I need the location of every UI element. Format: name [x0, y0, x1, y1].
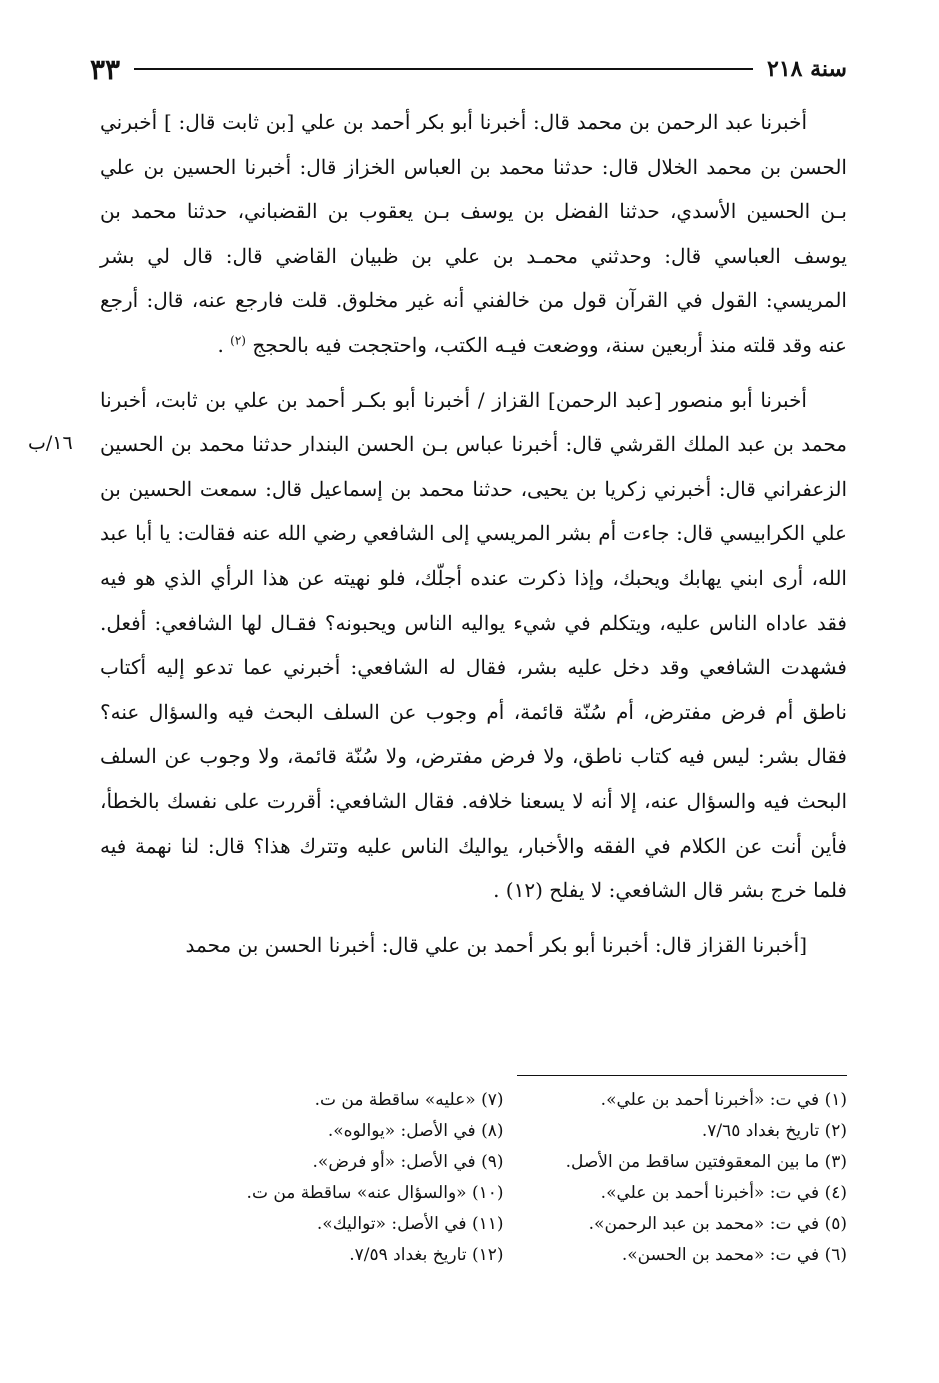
footnote-item: (١) في ت: «أخبرنا أحمد بن علي».: [600, 1090, 847, 1110]
header-rule: [134, 68, 753, 70]
paragraph-3: [100, 923, 847, 968]
footnote-marker: (٢): [230, 333, 246, 348]
footnote-item: (٦) في ت: «محمد بن الحسن».: [621, 1245, 847, 1265]
footnote-item: (٧) «عليه» ساقطة من ت.: [314, 1090, 504, 1110]
paragraph-3-text: [أخبرنا القزاز قال: أخبرنا أبو بكر أحمد بن علي قال: أخبرنا الحسن بن محمد: [185, 932, 807, 957]
paragraph-1-text: أخبرنا عبد الرحمن بن محمد قال: أخبرنا أبو بكر أحمد بن علي [بن ثابت قال: ] أخبرني الحسن بن محمد الخلال قال: حدثنا محمد بن العباس الخزاز قال: أخبرنا الحسين بن علي بـن الحسين الأسدي، حدثنا الفضل بن يوسف بـن يعقوب بن القضباني، حدثنا محمد بن يوسف العباسي قال: وحدثني محمـد بن علي بن ظبيان القاضي قال: قال لي بشر المريسي: القول في القرآن قول من خالفني أنه غير مخلوق. قلت فارجع عنه، قال: أرجع عنه وقد قلته منذ أربعين سنة، ووضعت فيـه الكتب، واحتججت فيه بالحجج: [100, 110, 847, 357]
footnote-item: (٥) في ت: «محمد بن عبد الرحمن».: [588, 1214, 847, 1234]
footnote-item: (١٢) تاريخ بغداد ٧/٥٩.: [349, 1245, 504, 1265]
footnote-item: (٩) في الأصل: «أو فرض».: [312, 1152, 504, 1172]
footnote-item: (١١) في الأصل: «تواليك».: [316, 1214, 504, 1234]
footnote-rule: [517, 1075, 847, 1076]
main-text: [100, 100, 847, 967]
footnote-item: (٢) تاريخ بغداد ٧/٦٥.: [701, 1121, 847, 1141]
footnote-item: (٣) ما بين المعقوفتين ساقط من الأصل.: [565, 1152, 847, 1172]
margin-folio-note: ١٦/ب: [28, 432, 73, 454]
footnote-item: (٨) في الأصل: «يوالوه».: [327, 1121, 504, 1141]
footnotes: [200, 1090, 847, 1290]
footnote-item: (١٠) «والسؤال عنه» ساقطة من ت.: [246, 1183, 504, 1203]
page-header: [90, 44, 847, 94]
paragraph-2-text: أخبرنا أبو منصور [عبد الرحمن] القزاز / أخبرنا أبو بكـر أحمد بن علي بن ثابت، أخبرنا محمد بن عبد الملك القرشي قال: أخبرنا عباس بـن الحسن البندار حدثنا محمد بن الحسين الزعفراني قال: أخبرني زكريا بن يحيى، حدثنا محمد بن إسماعيل قال: سمعت الحسين بن علي الكرابيسي قال: جاءت أم بشر المريسي إلى الشافعي رضي الله عنه فقالت: يا أبا عبد الله، أرى ابني يهابك ويحبك، وإذا ذكرت عنده أجلّك، فلو نهيته عن هذا الرأي الذي هو فيه فقد عاداه الناس عليه، ويتكلم في شيء يواليه الناس ويحبونه؟ فقـال لها الشافعي: أفعل. فشهدت الشافعي وقد دخل عليه بشر، فقال له الشافعي: أخبرني عما تدعو إليه أكتاب ناطق أم فرض مفترض، أم سُنّة قائمة، أم وجوب عن السلف البحث فيه والسؤال عنه؟ فقال بشر: ليس فيه كتاب ناطق، ولا فرض مفترض، ولا سُنّة قائمة، ولا وجوب عن السلف البحث فيه والسؤال عنه، إلا أنه لا يسعنا خلافه. فقال الشافعي: أقررت على نفسك بالخطأ، فأين أنت عن الكلام في الفقه والأخبار، يواليك الناس عليه وتترك هذا؟ قال: لنا نهمة فيه فلما خرج بشر قال الشافعي: لا يفلح: [100, 387, 847, 903]
page-number: ٣٣: [90, 52, 121, 86]
running-title: سنة ٢١٨: [767, 56, 847, 82]
footnote-item: (٤) في ت: «أخبرنا أحمد بن علي».: [600, 1183, 847, 1203]
paragraph-1: أخبرنا عبد الرحمن بن محمد قال: أخبرنا أبو بكر أحمد بن علي [بن ثابت قال: ] أخبرني الحسن بن محمد الخلال قال: حدثنا محمد بن العباس الخزاز قال: أخبرنا الحسين بن علي بـن الحسين الأسدي، حدثنا الفضل بن يوسف بـن يعقوب بن القضباني، حدثنا محمد بن يوسف العباسي قال: وحدثني محمـد بن علي بن ظبيان القاضي قال: قال لي بشر المريسي: القول في القرآن قول من خالفني أنه غير مخلوق. قلت فارجع عنه، قال: أرجع عنه وقد قلته منذ أربعين سنة، ووضعت فيـه الكتب، واحتججت فيه بالحجج $^{(٢)}$ .: [100, 110, 847, 357]
paragraph-2: أخبرنا أبو منصور [عبد الرحمن] القزاز / أخبرنا أبو بكـر أحمد بن علي بن ثابت، أخبرنا محمد بن عبد الملك القرشي قال: أخبرنا عباس بـن الحسن البندار حدثنا محمد بن الحسين الزعفراني قال: أخبرني زكريا بن يحيى، حدثنا محمد بن إسماعيل قال: سمعت الحسين بن علي الكرابيسي قال: جاءت أم بشر المريسي إلى الشافعي رضي الله عنه فقالت: يا أبا عبد الله، أرى ابني يهابك ويحبك، وإذا ذكرت عنده أجلّك، فلو نهيته عن هذا الرأي الذي هو فيه فقد عاداه الناس عليه، ويتكلم في شيء يواليه الناس ويحبونه؟ فقـال لها الشافعي: أفعل. فشهدت الشافعي وقد دخل عليه بشر، فقال له الشافعي: أخبرني عما تدعو إليه أكتاب ناطق أم فرض مفترض، أم سُنّة قائمة، أم وجوب عن السلف البحث فيه والسؤال عنه؟ فقال بشر: ليس فيه كتاب ناطق، ولا فرض مفترض، ولا سُنّة قائمة، ولا وجوب عن السلف البحث فيه والسؤال عنه، إلا أنه لا يسعنا خلافه. فقال الشافعي: أقررت على نفسك بالخطأ، فأين أنت عن الكلام في الفقه والأخبار، يواليك الناس عليه وتترك هذا؟ قال: لنا نهمة فيه فلما خرج بشر قال الشافعي: لا يفلح (١٢) .: [100, 387, 847, 903]
